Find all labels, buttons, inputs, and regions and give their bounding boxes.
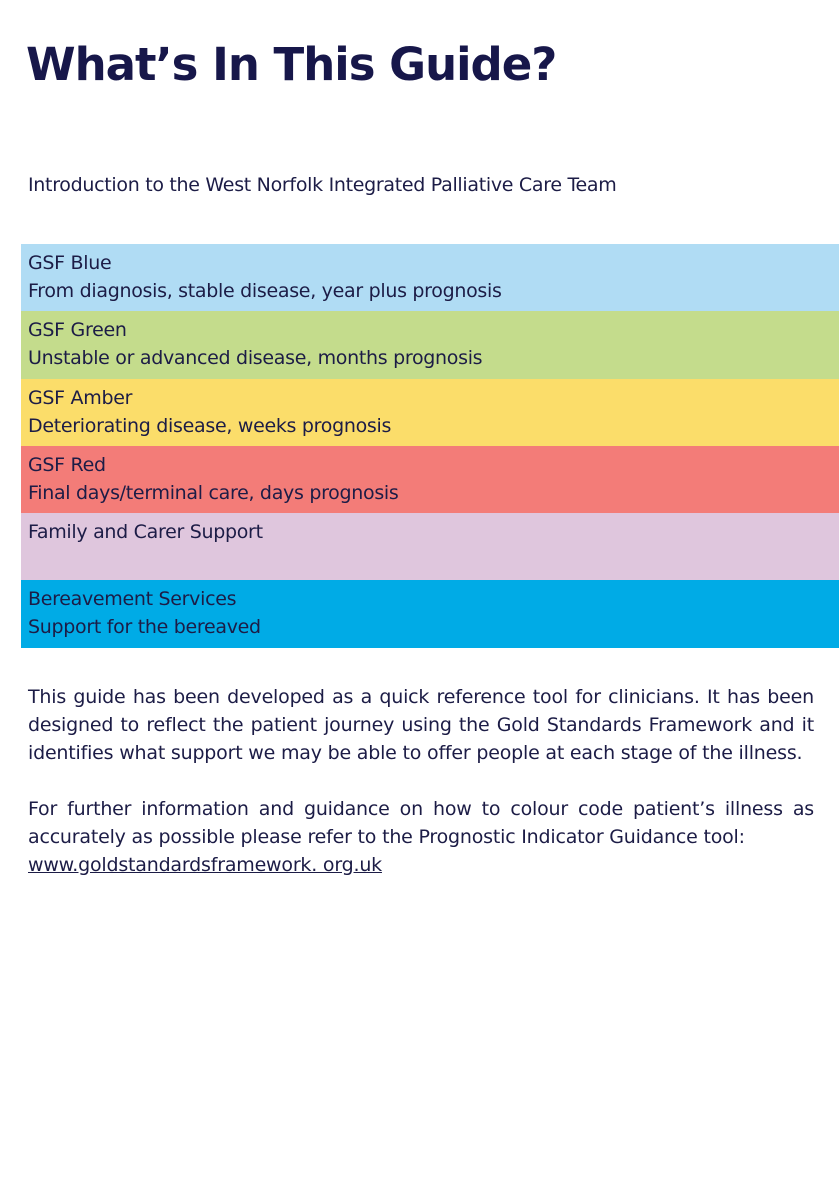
gsf-amber-heading: GSF Amber: [28, 386, 133, 409]
bereavement-services-heading: Bereavement Services: [28, 588, 237, 611]
gsf-website-link[interactable]: www.goldstandardsframework. org.uk: [28, 854, 382, 876]
gsf-blue-band: [21, 244, 839, 311]
gsf-amber-band: [21, 379, 839, 446]
gsf-red-band: [21, 446, 839, 513]
gsf-blue-detail: From diagnosis, stable disease, year plus prognosis: [28, 280, 502, 302]
further-info-paragraph: [28, 795, 814, 879]
gsf-amber-detail: Deteriorating disease, weeks prognosis: [28, 414, 392, 437]
gsf-stage-list: [21, 244, 839, 648]
guide-purpose-paragraph: This guide has been developed as a quick reference tool for clinicians. It has been designed to reflect the patient journey using the Gold Standards Framework and it identifies what support we may be able to offer people at each stage of the illness.: [28, 686, 814, 764]
family-carer-support-band: [21, 513, 839, 580]
gsf-green-detail: Unstable or advanced disease, months prognosis: [28, 347, 483, 370]
guide-description: [28, 683, 814, 879]
gsf-red-detail: Final days/terminal care, days prognosis: [28, 481, 399, 504]
bereavement-services-band: [21, 580, 839, 647]
page-title: What’s In This Guide?: [26, 38, 557, 91]
family-carer-support-heading: Family and Carer Support: [28, 521, 263, 544]
gsf-blue-heading: GSF Blue: [28, 252, 112, 274]
gsf-green-band: [21, 311, 839, 378]
further-info-text: For further information and guidance on how to colour code patient’s illness as accurately as possible please refer to the Prognostic Indicator Guidance tool:: [28, 798, 814, 848]
bereavement-services-detail: Support for the bereaved: [28, 616, 261, 639]
gsf-red-heading: GSF Red: [28, 453, 106, 476]
intro-text: Introduction to the West Norfolk Integrated Palliative Care Team: [28, 174, 617, 196]
gsf-green-heading: GSF Green: [28, 319, 127, 342]
